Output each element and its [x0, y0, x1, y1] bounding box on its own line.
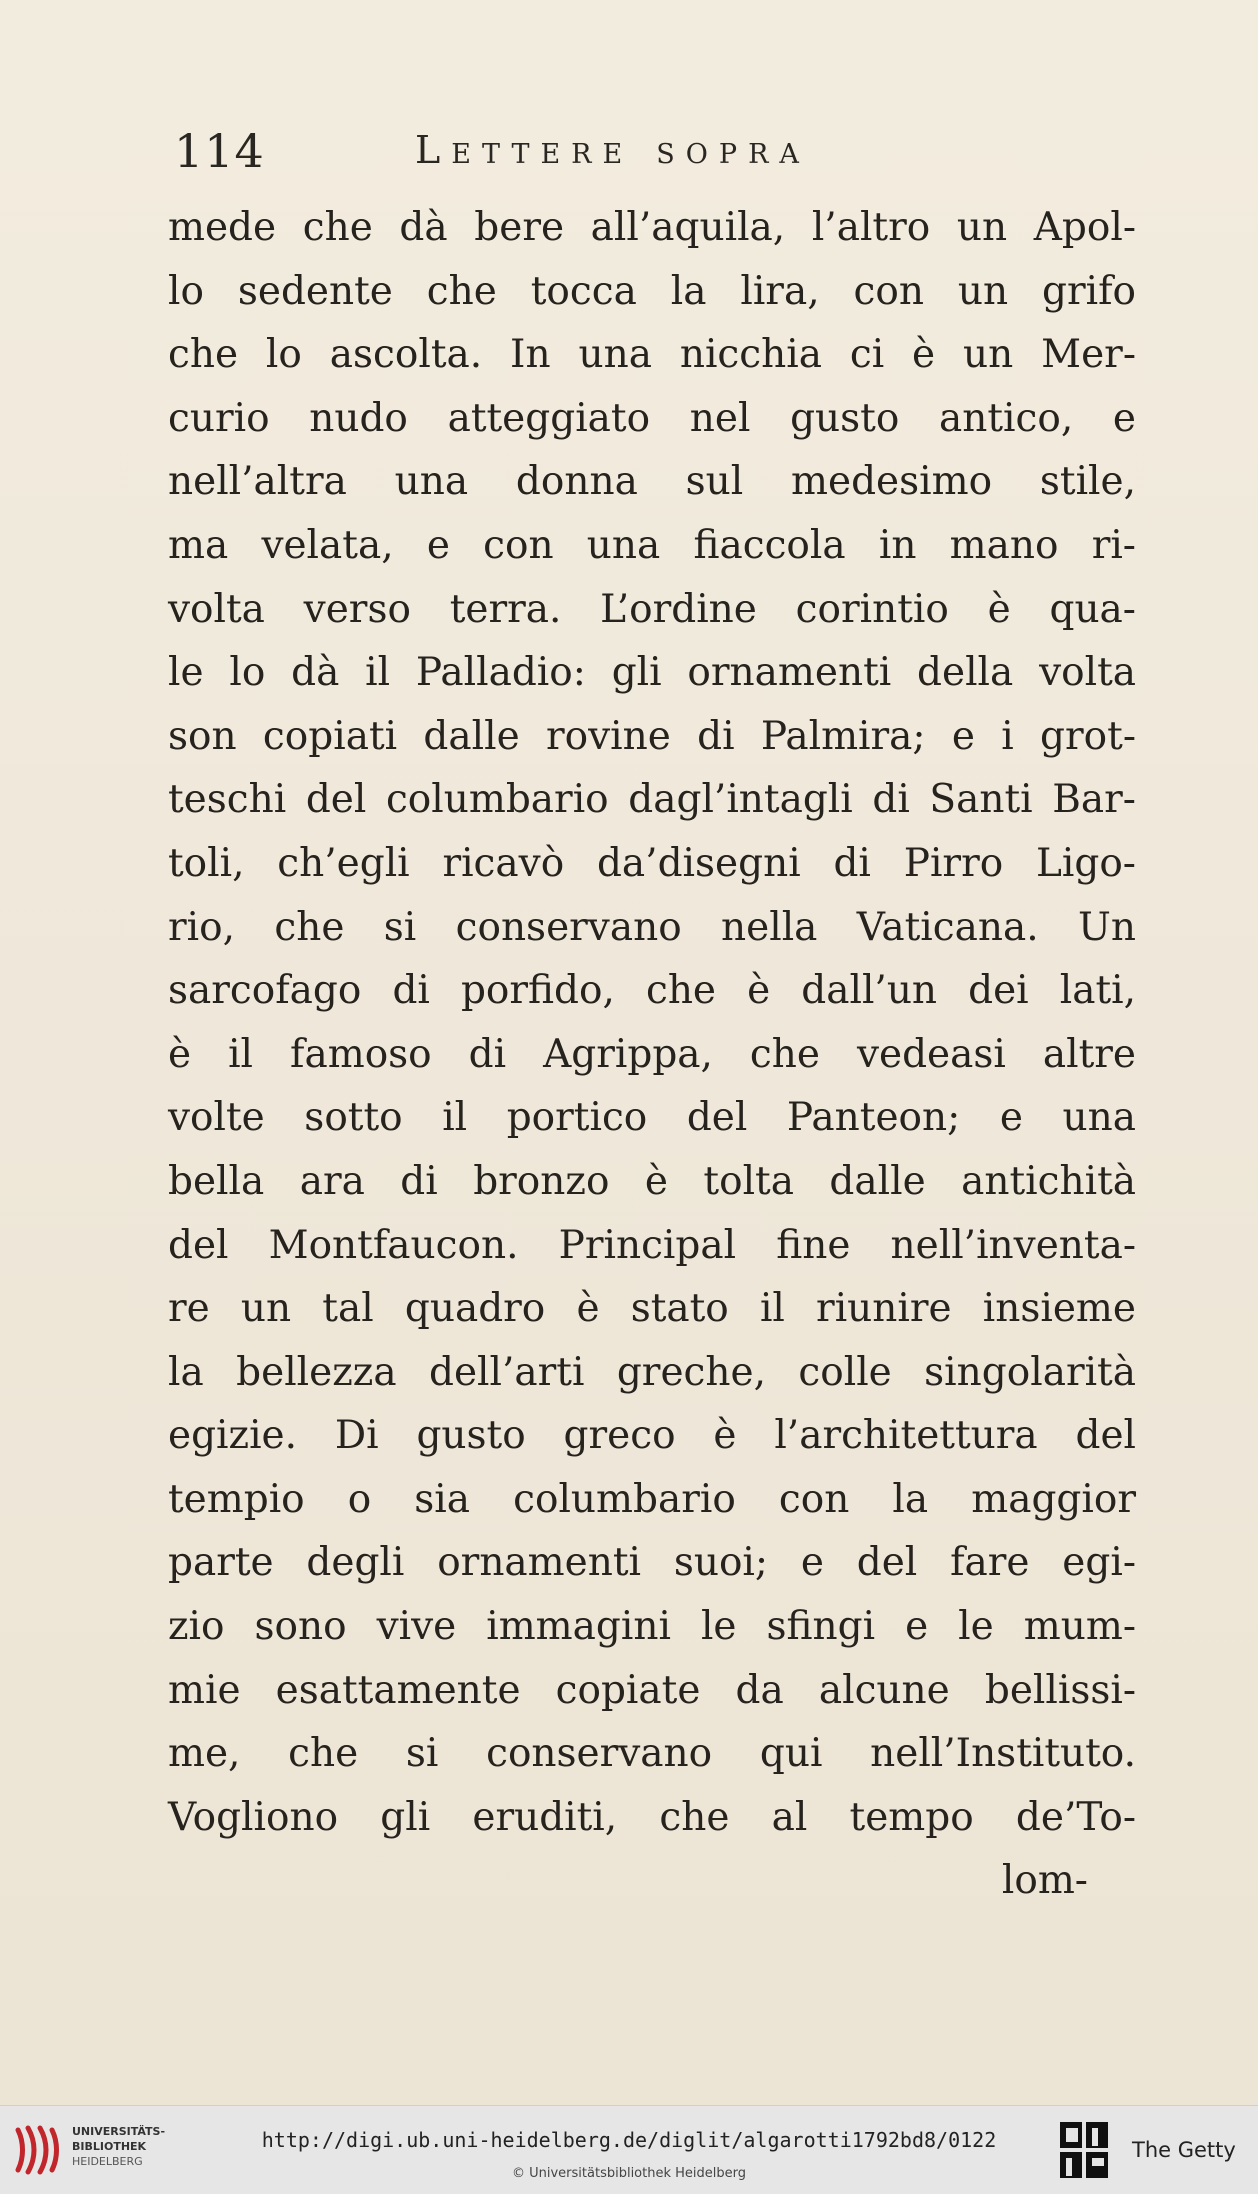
text-line: nell’altra una donna sul medesimo stile,: [168, 459, 1136, 505]
text-line: me, che si conservano qui nell’Instituto.: [168, 1731, 1136, 1777]
partner-name: The Getty: [1132, 2138, 1236, 2162]
running-title: Lettere sopra: [415, 128, 810, 172]
text-line: egizie. Di gusto greco è l’architettura del: [168, 1413, 1136, 1459]
text-line: curio nudo atteggiato nel gusto antico, e: [168, 395, 1136, 441]
text-line: toli, ch’egli ricavò da’disegni di Pirro Ligo-: [168, 840, 1136, 886]
copyright-notice: © Universitätsbibliothek Heidelberg: [511, 2166, 746, 2181]
text-line: mede che dà bere all’aquila, l’altro un Apol-: [168, 205, 1136, 250]
text-line: parte degli ornamenti suoi; e del fare egi-: [168, 1540, 1136, 1586]
text-line: che lo ascolta. In una nicchia ci è un Mer-: [168, 332, 1136, 378]
text-line: tempio o sia columbario con la maggior: [168, 1476, 1136, 1522]
text-line: zio sono vive immagini le sfingi e le mum-: [168, 1604, 1136, 1650]
page-number: 114: [174, 124, 265, 178]
text-line: ma velata, e con una fiaccola in mano ri-: [168, 522, 1136, 568]
text-line: Vogliono gli eruditi, che al tempo de’To-: [168, 1794, 1136, 1840]
getty-logo-icon[interactable]: [1058, 2120, 1110, 2180]
text-line: è il famoso di Agrippa, che vedeasi altre: [168, 1031, 1136, 1077]
text-line: la bellezza dell’arti greche, colle singolarità: [168, 1349, 1136, 1395]
body-text: [168, 196, 1136, 1913]
text-line: re un tal quadro è stato il riunire insieme: [168, 1286, 1136, 1332]
text-line: del Montfaucon. Principal fine nell’inventa-: [168, 1222, 1136, 1268]
library-name-line: UNIVERSITÄTS-: [72, 2125, 166, 2138]
catchword: lom-: [1001, 1858, 1088, 1904]
text-line: son copiati dalle rovine di Palmira; e i grot-: [168, 713, 1136, 759]
text-line: lo sedente che tocca la lira, con un grifo: [168, 268, 1136, 314]
text-line: le lo dà il Palladio: gli ornamenti della volta: [168, 650, 1136, 696]
text-line: bella ara di bronzo è tolta dalle antichità: [168, 1158, 1136, 1204]
text-line: rio, che si conservano nella Vaticana. Un: [168, 904, 1136, 950]
permalink-url[interactable]: http://digi.ub.uni-heidelberg.de/diglit/algarotti1792bd8/0122: [261, 2128, 997, 2152]
library-name-line: HEIDELBERG: [72, 2155, 143, 2168]
text-line: teschi del columbario dagl’intagli di Santi Bar-: [168, 777, 1136, 823]
text-line: mie esattamente copiate da alcune bellissi-: [168, 1667, 1136, 1713]
viewer-footer: [0, 2105, 1258, 2194]
running-head: [170, 124, 1140, 184]
text-line: volte sotto il portico del Panteon; e una: [168, 1095, 1136, 1141]
library-name-line: BIBLIOTHEK: [72, 2140, 147, 2153]
text-line: volta verso terra. L’ordine corintio è qua-: [168, 586, 1136, 632]
text-line: sarcofago di porfido, che è dall’un dei lati,: [168, 968, 1136, 1014]
